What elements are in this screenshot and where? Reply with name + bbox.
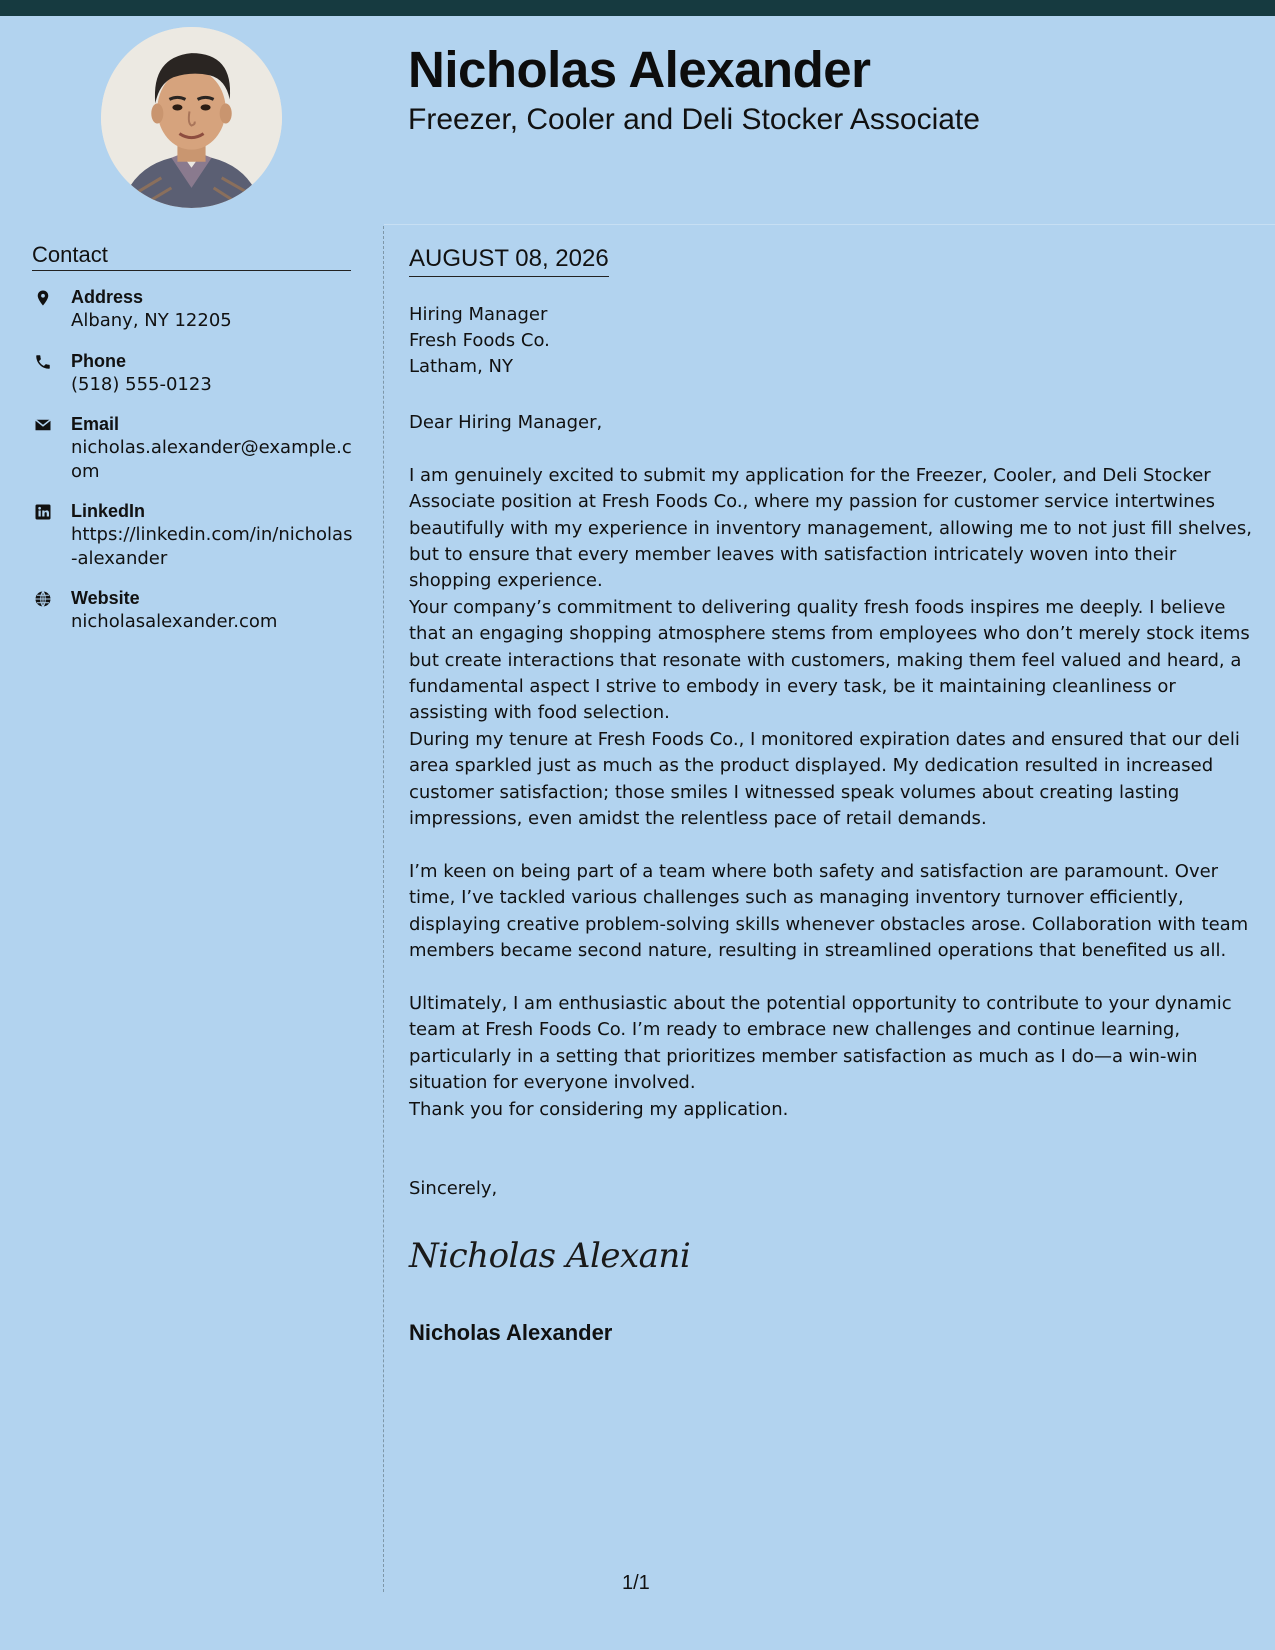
- candidate-title: Freezer, Cooler and Deli Stocker Associate: [408, 103, 980, 136]
- header-divider: [384, 224, 1275, 225]
- letter-paragraph: During my tenure at Fresh Foods Co., I monitored expiration dates and ensured that our deli area sparkled just as much as the product displayed. My dedication resulted in increased customer satisfaction; those smiles I witnessed speak volumes about creating lasting impressions, even amidst the relentless pace of retail demands.: [409, 729, 1240, 829]
- letter-date: AUGUST 08, 2026: [409, 244, 609, 277]
- closing-thanks: Thank you for considering my application.: [409, 1099, 789, 1120]
- contact-heading: Contact: [32, 242, 351, 271]
- column-divider: [383, 226, 384, 1592]
- contact-label: LinkedIn: [71, 501, 146, 521]
- contact-label: Phone: [71, 351, 127, 371]
- recipient-line: Fresh Foods Co.: [409, 330, 550, 351]
- candidate-name: Nicholas Alexander: [408, 41, 871, 98]
- linkedin-icon: [34, 503, 52, 521]
- recipient-line: Latham, NY: [409, 356, 513, 377]
- signoff-name: Nicholas Alexander: [409, 1320, 613, 1345]
- recipient-block: [409, 302, 550, 380]
- globe-icon: [34, 590, 52, 608]
- letter-paragraph: I am genuinely excited to submit my application for the Freezer, Cooler, and Deli Stocker Associate position at Fresh Foods Co., where my passion for customer service intertwines beautifully with my experience in inventory management, allowing me to not just fill shelves, but to ensure that every member leaves with satisfaction intricately woven into their shopping experience.: [409, 465, 1252, 592]
- contact-label: Address: [71, 287, 144, 307]
- recipient-line: Hiring Manager: [409, 304, 548, 325]
- contact-value[interactable]: https://linkedin.com/in/nicholas-alexander: [71, 524, 353, 569]
- signature: Nicholas Alexani: [409, 1236, 691, 1276]
- contact-value: (518) 555-0123: [71, 374, 212, 395]
- profile-photo: [101, 27, 282, 208]
- letter-paragraph: Ultimately, I am enthusiastic about the potential opportunity to contribute to your dynamic team at Fresh Foods Co. I’m ready to embrace new challenges and continue learning, particularly in a setting that prioritizes member satisfaction as much as I do—a win-win situation for everyone involved.: [409, 993, 1232, 1093]
- signoff: Sincerely,: [409, 1178, 498, 1199]
- page-number: 1/1: [622, 1572, 650, 1594]
- contact-label: Email: [71, 414, 120, 434]
- letter-paragraph: Your company’s commitment to delivering quality fresh foods inspires me deeply. I believe that an engaging shopping atmosphere stems from employees who don’t merely stock items but create interactions that resonate with customers, making them feel valued and heard, a fundamental aspect I strive to embody in every task, be it maintaining cleanliness or assisting with food selection.: [409, 597, 1250, 724]
- map-pin-icon: [34, 289, 52, 307]
- envelope-icon: [34, 416, 52, 434]
- contact-value[interactable]: nicholas.alexander@example.com: [71, 437, 352, 482]
- salutation: Dear Hiring Manager,: [409, 412, 603, 433]
- contact-value[interactable]: nicholasalexander.com: [71, 611, 278, 632]
- letter-paragraph: I’m keen on being part of a team where both safety and satisfaction are paramount. Over time, I’ve tackled various challenges such as managing inventory turnover efficiently, displaying creative problem-solving skills whenever obstacles arose. Collaboration with team members became second nature, resulting in streamlined operations that benefited us all.: [409, 861, 1249, 961]
- contact-value: Albany, NY 12205: [71, 310, 232, 331]
- top-accent-bar: [0, 0, 1275, 16]
- contact-label: Website: [71, 588, 140, 608]
- phone-icon: [34, 353, 52, 371]
